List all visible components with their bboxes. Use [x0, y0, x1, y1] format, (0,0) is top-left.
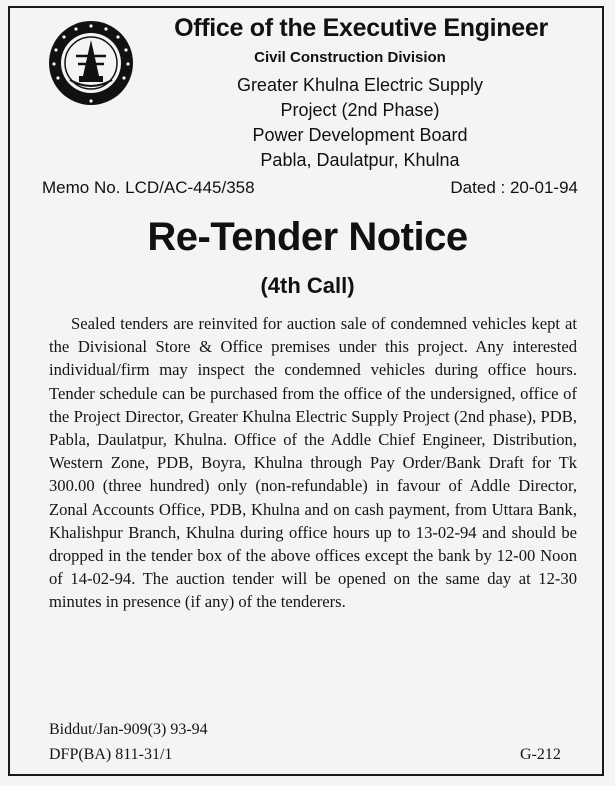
- publication-code: G-212: [520, 746, 561, 763]
- address-line: Project (2nd Phase): [280, 100, 440, 120]
- address-line: Power Development Board: [252, 125, 468, 145]
- pdb-emblem-icon: [46, 18, 136, 108]
- reference-line: DFP(BA) 811-31/1: [49, 746, 173, 763]
- memo-date: Dated : 20-01-94: [450, 178, 578, 197]
- memo-number: Memo No. LCD/AC-445/358: [42, 178, 255, 197]
- reference-line: Biddut/Jan-909(3) 93-94: [49, 721, 208, 738]
- notice-title: Re-Tender Notice: [147, 215, 468, 259]
- notice-body: Sealed tenders are reinvited for auction sale of condemned vehicles kept at the Divisional Store & Office premises under this project. Any interested individual/firm may inspect the condemned vehicles during office hours. Tender schedule can be purchased from the office of the undersigned, office of the Project Director, Greater Khulna Electric Supply Project (2nd phase), PDB, Pabla, Daulatpur, Khulna. Office of the Addle Chief Engineer, Distribution, Western Zone, PDB, Boyra, Khulna through Pay Order/Bank Draft for Tk 300.00 (three hundred) only (non-refundable) in favour of Addle Director, Zonal Accounts Office, PDB, Khulna and on cash payment, from Uttara Bank, Khalishpur Branch, Khulna during office hours up to 13-02-94 and should be dropped in the tender box of the above offices except the bank by 12-00 Noon of 14-02-94. The auction tender will be opened on the same day at 12-30 minutes in presence (if any) of the tenderers.: [49, 314, 577, 612]
- office-title: Office of the Executive Engineer: [174, 14, 548, 42]
- address-line: Pabla, Daulatpur, Khulna: [260, 150, 460, 170]
- division-name: Civil Construction Division: [254, 49, 446, 66]
- notice-subtitle: (4th Call): [260, 273, 355, 298]
- address-line: Greater Khulna Electric Supply: [236, 75, 484, 95]
